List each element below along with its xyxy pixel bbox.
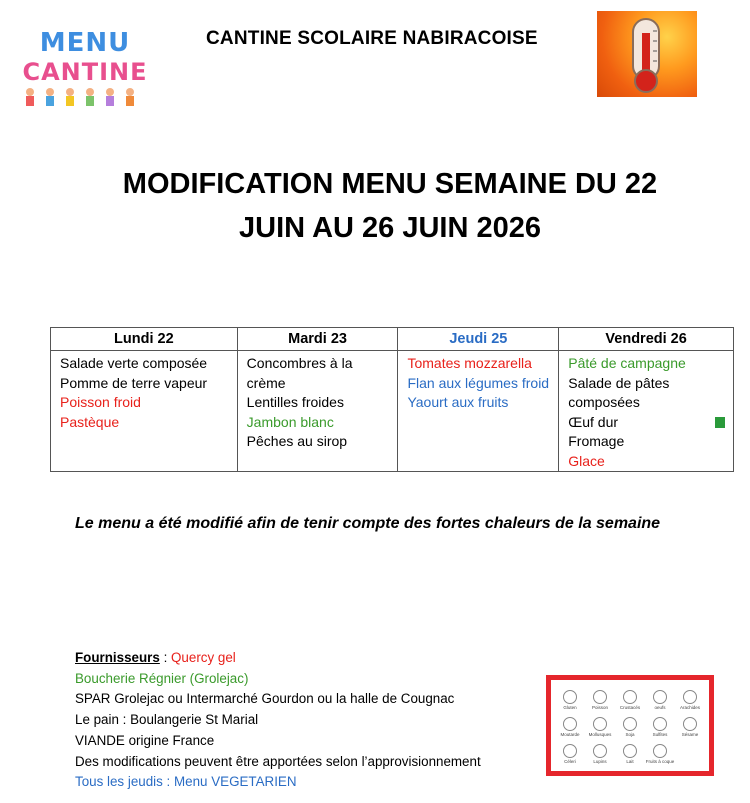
day-column — [559, 351, 734, 472]
allergen-item — [555, 713, 585, 740]
dish-item: Yaourt aux fruits — [407, 394, 509, 410]
allergen-icon — [653, 744, 667, 758]
supplier-line: Boucherie Régnier (Grolejac) — [75, 670, 249, 686]
supplier-line: VIANDE origine France — [75, 732, 215, 748]
allergen-item — [555, 686, 585, 713]
dish-item: Pomme de terre vapeur — [60, 374, 208, 391]
allergen-label: Lait — [626, 758, 634, 764]
dish-item: Tomates mozzarella — [407, 355, 532, 371]
day-header: Jeudi 25 — [398, 328, 559, 351]
allergen-icon — [593, 717, 607, 731]
allergen-icon — [653, 690, 667, 704]
page-title — [60, 162, 720, 250]
school-name: CANTINE SCOLAIRE NABIRACOISE — [206, 28, 538, 49]
allergen-label: Sulfites — [652, 731, 668, 737]
allergens-panel — [546, 675, 714, 776]
allergen-icon — [623, 717, 637, 731]
dish-item: Glace — [568, 452, 605, 469]
thermometer-icon — [597, 11, 697, 97]
allergen-label: Arachides — [679, 704, 700, 710]
allergen-label: Mollusques — [588, 731, 612, 737]
allergen-label: Sésame — [681, 731, 699, 737]
allergen-label: Crustacés — [619, 704, 641, 710]
allergen-icon — [563, 717, 577, 731]
supplier-line: Tous les jeudis : Menu VEGETARIEN — [75, 774, 297, 790]
allergen-icon — [563, 690, 577, 704]
dish-item: Poisson froid — [60, 394, 141, 410]
dish-item: Pêches au sirop — [246, 433, 348, 449]
supplier-line: Des modifications peuvent être apportées selon l’approvisionnement — [75, 753, 481, 769]
allergen-icon — [623, 744, 637, 758]
menu-dishes-row — [51, 351, 734, 472]
organic-label-icon — [715, 417, 725, 428]
suppliers-first-line — [75, 648, 481, 669]
weekly-menu-table — [50, 327, 734, 472]
allergen-label: Fruits à coque — [645, 758, 675, 764]
suppliers-block — [75, 648, 481, 793]
day-column — [51, 351, 238, 472]
supplier-line: Le pain : Boulangerie St Marial — [75, 712, 259, 728]
menu-header-row — [51, 328, 734, 351]
dish-item: Jambon blanc — [246, 413, 334, 430]
allergen-item — [585, 686, 615, 713]
allergen-label: oeufs — [654, 704, 666, 710]
dish-item: Fromage — [568, 433, 625, 449]
allergen-item — [555, 740, 585, 767]
title-line-1: MODIFICATION MENU SEMAINE DU 22 — [122, 168, 658, 200]
dish-item: Œuf dur — [568, 413, 725, 433]
menu-cantine-logo — [14, 28, 156, 110]
allergen-icon — [563, 744, 577, 758]
day-header: Mardi 23 — [237, 328, 398, 351]
day-header: Vendredi 26 — [559, 328, 734, 351]
allergen-item — [675, 686, 705, 713]
heat-notice: Le menu a été modifié afin de tenir compte des fortes chaleurs de la semaine — [75, 515, 661, 532]
supplier-lines — [75, 669, 481, 793]
day-column — [237, 351, 398, 472]
allergen-item — [645, 713, 675, 740]
allergen-item — [675, 713, 705, 740]
day-column — [398, 351, 559, 472]
thermometer-heat-image — [597, 11, 697, 97]
supplier-line: SPAR Grolejac ou Intermarché Gourdon ou la halle de Cougnac — [75, 691, 455, 707]
allergen-icon — [593, 690, 607, 704]
suppliers-label: Fournisseurs — [75, 650, 160, 665]
allergen-item — [585, 713, 615, 740]
allergen-label: Moutarde — [560, 731, 580, 737]
suppliers-separator: : — [159, 650, 172, 665]
allergen-icon — [593, 744, 607, 758]
allergen-label: Poisson — [591, 704, 608, 710]
dish-item: Pâté de campagne — [568, 355, 686, 371]
title-line-2: JUIN AU 26 JUIN 2026 — [239, 212, 541, 244]
allergen-item — [615, 740, 645, 767]
allergen-item — [645, 686, 675, 713]
allergen-icon — [653, 717, 667, 731]
day-header: Lundi 22 — [51, 328, 238, 351]
allergen-label: Lupins — [593, 758, 607, 764]
dish-item: Pastèque — [60, 413, 120, 430]
dish-item: Salade verte composée — [60, 355, 208, 371]
dish-item: Lentilles froides — [246, 394, 344, 410]
kids-illustration — [20, 86, 150, 110]
dish-item: Flan aux légumes froid — [407, 374, 550, 391]
allergen-label: Gluten — [563, 704, 577, 710]
logo-line1: MENU — [39, 28, 131, 58]
allergen-label: Soja — [625, 731, 635, 737]
allergen-icon — [623, 690, 637, 704]
allergen-item — [615, 713, 645, 740]
allergen-item — [615, 686, 645, 713]
supplier-name: Quercy gel — [171, 650, 236, 665]
dish-item: Salade de pâtes composées — [568, 374, 670, 410]
dish-item: Concombres à la crème — [246, 355, 353, 391]
allergen-icon — [683, 690, 697, 704]
logo-line2: CANTINE — [22, 58, 148, 86]
allergen-label: Céleri — [564, 758, 576, 764]
allergen-icon — [683, 717, 697, 731]
allergen-item — [585, 740, 615, 767]
allergen-item — [645, 740, 675, 767]
allergen-item — [675, 740, 705, 767]
